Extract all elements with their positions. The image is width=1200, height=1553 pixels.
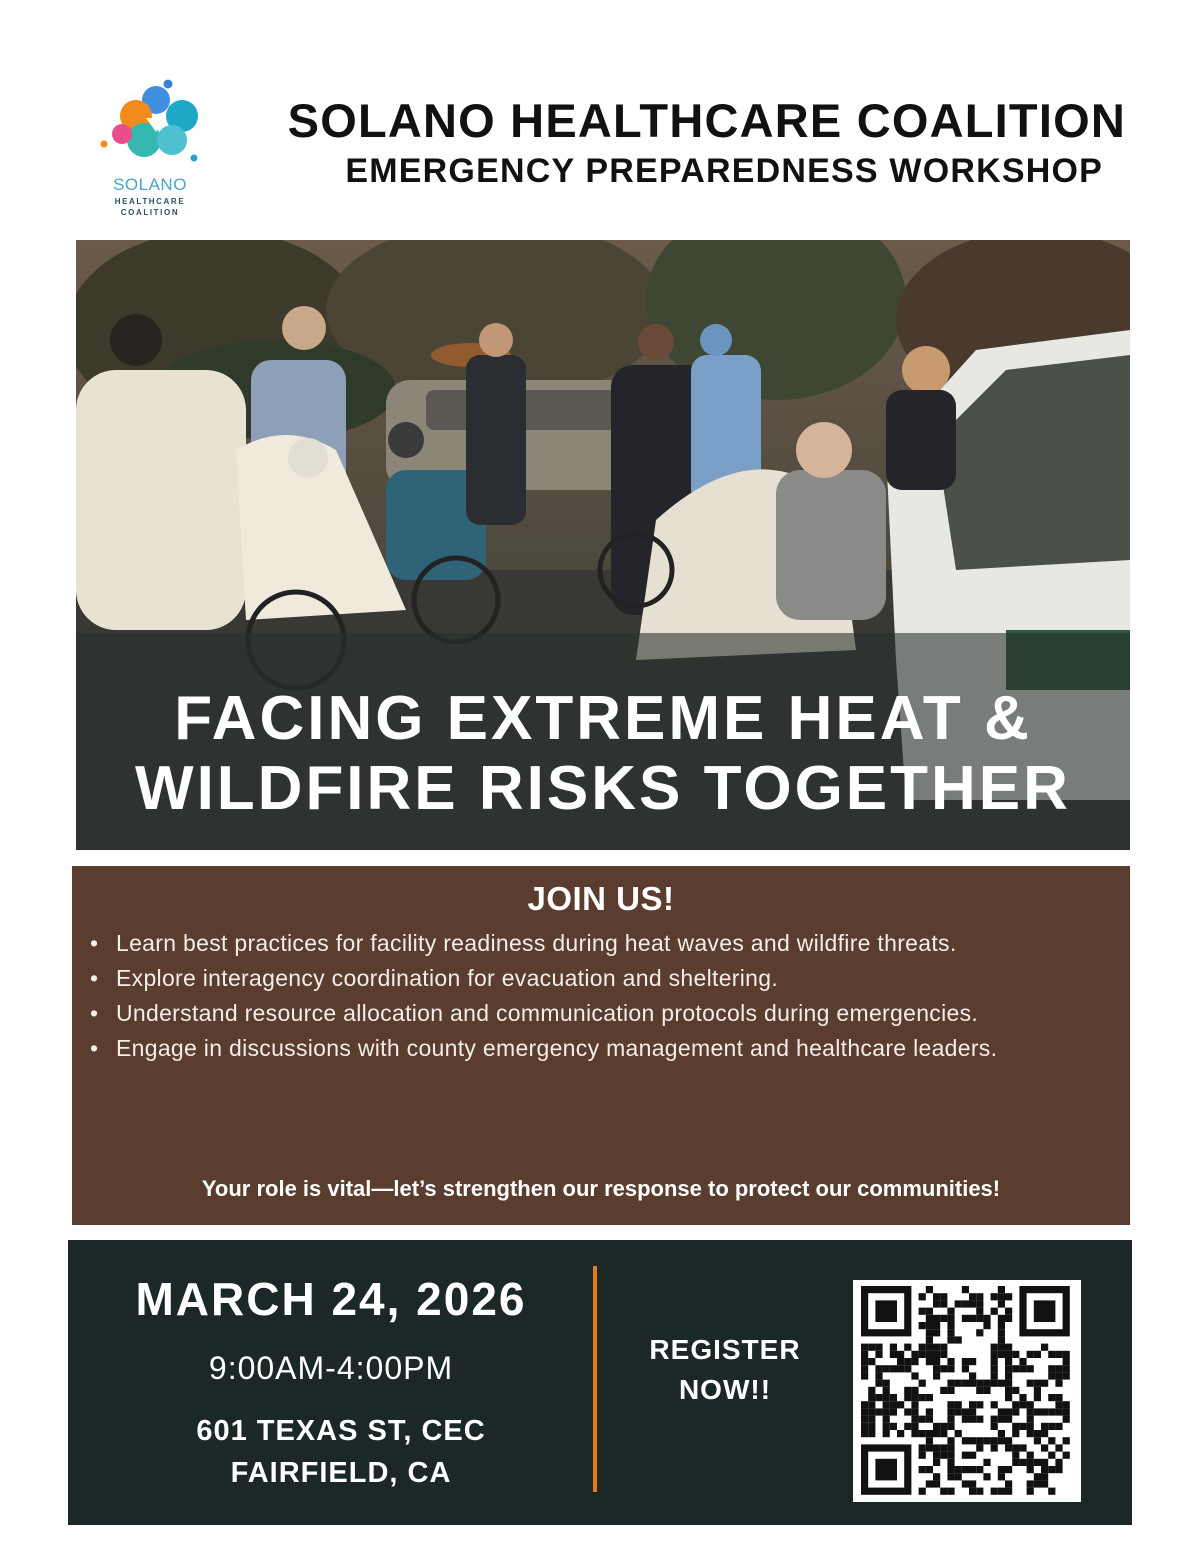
event-address: 601 TEXAS ST, CEC bbox=[196, 1415, 486, 1447]
event-details bbox=[68, 1240, 1132, 1525]
hero-headline: FACING EXTREME HEAT & bbox=[174, 684, 1032, 753]
event-city: FAIRFIELD, CA bbox=[230, 1457, 452, 1489]
divider bbox=[593, 1266, 597, 1492]
logo-subtitle: COALITION bbox=[120, 208, 180, 217]
event-date: MARCH 24, 2026 bbox=[135, 1273, 527, 1325]
list-item: • Learn best practices for facility readiness during heat waves and wildfire threats. bbox=[88, 926, 1088, 961]
list-item: • Engage in discussions with county emergency management and healthcare leaders. bbox=[88, 1031, 1088, 1066]
qr-code[interactable] bbox=[853, 1280, 1081, 1502]
logo-name: SOLANO bbox=[113, 175, 187, 194]
page-subtitle: EMERGENCY PREPAREDNESS WORKSHOP bbox=[345, 152, 1103, 190]
register-link[interactable]: NOW!! bbox=[678, 1374, 772, 1405]
coalition-logo bbox=[98, 78, 202, 228]
logo-mark-icon bbox=[98, 78, 202, 173]
list-item: • Explore interagency coordination for evacuation and sheltering. bbox=[88, 961, 1088, 996]
page-title: SOLANO HEALTHCARE COALITION bbox=[287, 94, 1126, 147]
tagline: Your role is vital—let’s strengthen our response to protect our communities! bbox=[201, 1176, 1001, 1201]
logo-subtitle: HEALTHCARE bbox=[114, 197, 186, 206]
join-title: JOIN US! bbox=[527, 880, 675, 917]
register-link[interactable]: REGISTER bbox=[649, 1334, 801, 1365]
hero-headline: WILDFIRE RISKS TOGETHER bbox=[135, 754, 1071, 823]
qr-code-icon bbox=[861, 1286, 1073, 1496]
benefits-list bbox=[88, 926, 1088, 1066]
hero-photo bbox=[76, 240, 1130, 850]
list-item: • Understand resource allocation and communication protocols during emergencies. bbox=[88, 996, 1088, 1031]
event-time: 9:00AM-4:00PM bbox=[208, 1350, 454, 1386]
join-section bbox=[72, 866, 1130, 1225]
